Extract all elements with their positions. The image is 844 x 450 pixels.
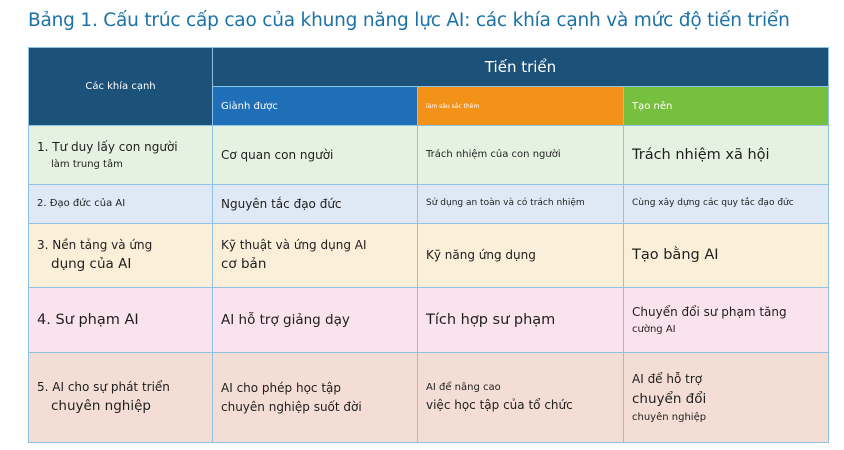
level-cell bbox=[213, 126, 418, 185]
cell-text: việc học tập của tổ chức bbox=[426, 397, 573, 412]
aspect-text: 2. Đạo đức của AI bbox=[37, 198, 126, 210]
level-cell bbox=[418, 224, 624, 288]
level-cell bbox=[213, 353, 418, 443]
level-cell bbox=[418, 126, 624, 185]
aspect-cell bbox=[29, 185, 213, 224]
aspect-cell bbox=[29, 126, 213, 185]
table-row bbox=[29, 288, 829, 353]
level-cell bbox=[213, 185, 418, 224]
header-level-acquire: Giành được bbox=[213, 87, 418, 126]
cell-text: Kỹ năng ứng dụng bbox=[426, 248, 536, 263]
cell-text: AI cho phép học tập bbox=[221, 380, 341, 395]
aspect-text: dụng của AI bbox=[51, 256, 132, 273]
level-cell bbox=[213, 224, 418, 288]
cell-text: Tích hợp sư phạm bbox=[426, 311, 556, 328]
level-cell bbox=[624, 224, 829, 288]
header-level-create: Tạo nên bbox=[624, 87, 829, 126]
level-cell bbox=[418, 185, 624, 224]
aspect-text: 1. Tư duy lấy con người bbox=[37, 139, 178, 154]
aspect-text: 4. Sư phạm AI bbox=[37, 311, 139, 328]
level-cell bbox=[624, 185, 829, 224]
cell-text: cường AI bbox=[632, 323, 676, 335]
header-progression: Tiến triển bbox=[213, 48, 829, 87]
level-cell bbox=[624, 126, 829, 185]
header-level-deepen: làm sâu sắc thêm bbox=[418, 87, 624, 126]
cell-text: cơ bản bbox=[221, 256, 267, 273]
level-cell bbox=[418, 288, 624, 353]
aspect-text: làm trung tâm bbox=[51, 158, 123, 170]
cell-text: AI để nâng cao bbox=[426, 382, 501, 394]
cell-text: Kỹ thuật và ứng dụng AI bbox=[221, 237, 367, 252]
competency-table bbox=[28, 47, 829, 443]
aspect-cell bbox=[29, 224, 213, 288]
cell-text: Sử dụng an toàn và có trách nhiệm bbox=[426, 198, 585, 209]
cell-text: Trách nhiệm xã hội bbox=[632, 146, 770, 163]
table-row bbox=[29, 185, 829, 224]
cell-text: Nguyên tắc đạo đức bbox=[221, 196, 342, 211]
cell-text: Tạo bằng AI bbox=[632, 247, 719, 264]
level-cell bbox=[418, 353, 624, 443]
cell-text: Cơ quan con người bbox=[221, 147, 334, 162]
aspect-text: 5. AI cho sự phát triển bbox=[37, 379, 170, 394]
level-cell bbox=[624, 353, 829, 443]
table-row bbox=[29, 126, 829, 185]
level-cell bbox=[213, 288, 418, 353]
cell-text: Cùng xây dựng các quy tắc đạo đức bbox=[632, 198, 794, 209]
table-row bbox=[29, 224, 829, 288]
cell-text: chuyên nghiệp bbox=[632, 411, 707, 423]
table-row bbox=[29, 353, 829, 443]
aspect-cell bbox=[29, 288, 213, 353]
aspect-cell bbox=[29, 353, 213, 443]
cell-text: Trách nhiệm của con người bbox=[426, 149, 561, 161]
level-cell bbox=[624, 288, 829, 353]
cell-text: chuyên nghiệp suốt đời bbox=[221, 399, 362, 414]
cell-text: Chuyển đổi sư phạm tăng bbox=[632, 304, 787, 319]
header-row-1 bbox=[29, 48, 829, 87]
cell-text: chuyển đổi bbox=[632, 390, 707, 407]
cell-text: AI để hỗ trợ bbox=[632, 371, 703, 386]
cell-text: AI hỗ trợ giảng dạy bbox=[221, 311, 350, 328]
aspect-text: 3. Nền tảng và ứng bbox=[37, 237, 153, 252]
aspect-text: chuyên nghiệp bbox=[51, 398, 151, 415]
header-aspects: Các khía cạnh bbox=[29, 48, 213, 126]
table-title: Bảng 1. Cấu trúc cấp cao của khung năng lực AI: các khía cạnh và mức độ tiến triển bbox=[28, 10, 790, 31]
